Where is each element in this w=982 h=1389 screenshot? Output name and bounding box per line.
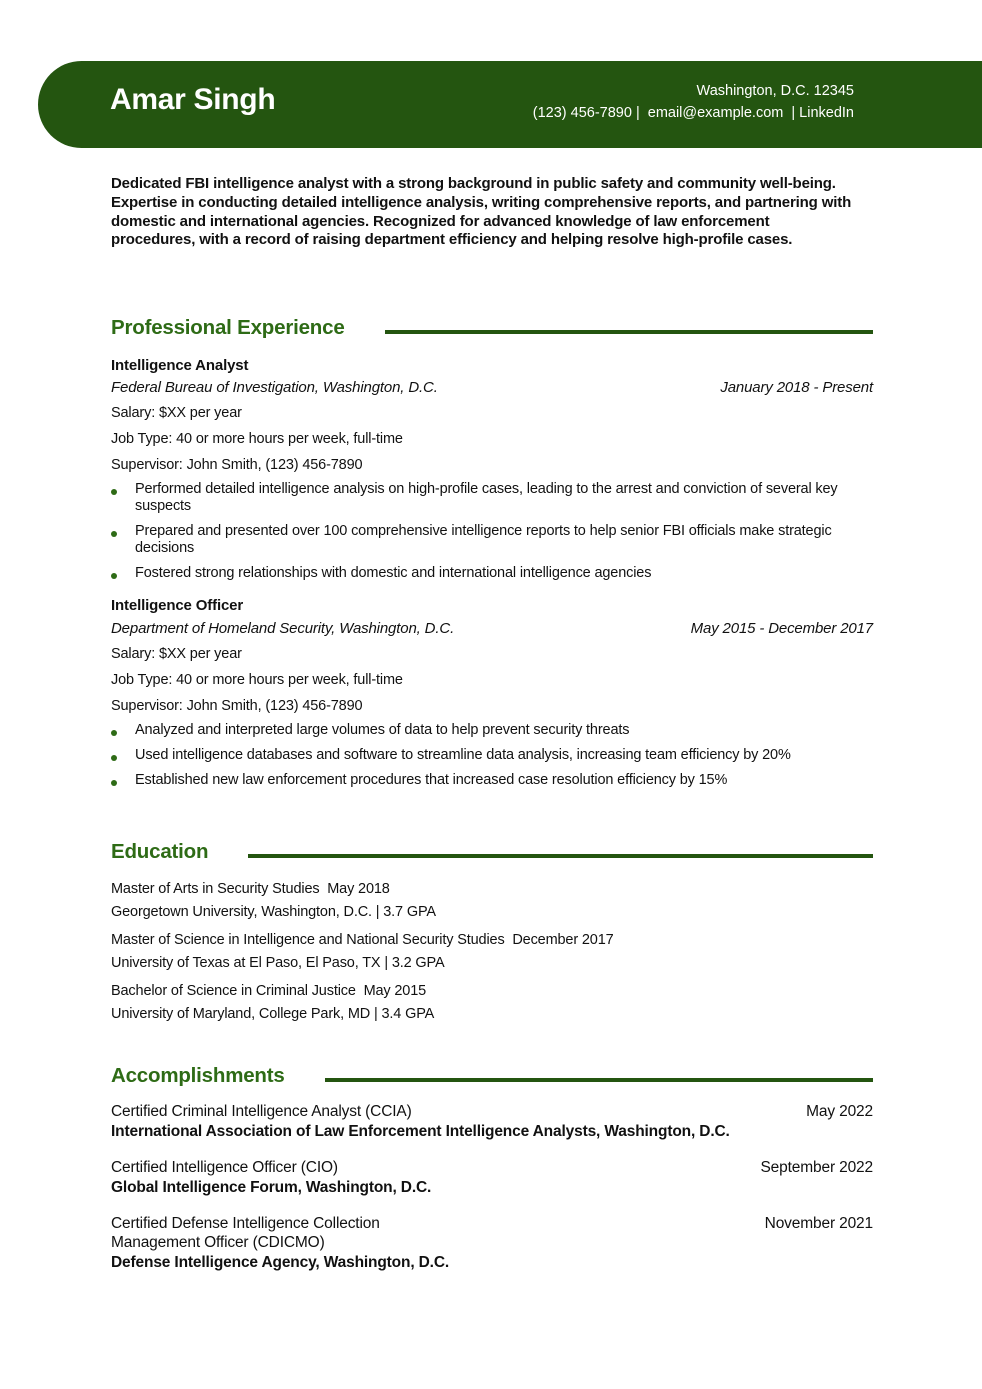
linkedin-link[interactable]: LinkedIn bbox=[799, 105, 854, 121]
degree: Master of Arts in Security Studies bbox=[111, 881, 320, 897]
school: University of Texas at El Paso, El Paso, TX | 3.2 GPA bbox=[111, 955, 445, 971]
experience-section-heading bbox=[111, 316, 873, 340]
accomplishments-list bbox=[111, 1102, 873, 1289]
education-item bbox=[111, 929, 873, 975]
bullet-text: Performed detailed intelligence analysis on high-profile cases, leading to the arrest and conviction of several key suspects bbox=[135, 481, 838, 514]
job-supervisor: Supervisor: John Smith, (123) 456-7890 bbox=[111, 457, 363, 473]
job-organization: Department of Homeland Security, Washington, D.C. bbox=[111, 620, 455, 637]
section-title: Education bbox=[111, 840, 209, 863]
job-type: Job Type: 40 or more hours per week, full-time bbox=[111, 431, 403, 447]
location: Washington, D.C. 12345 bbox=[696, 83, 854, 99]
accomplishment-item bbox=[111, 1214, 873, 1274]
accomplishment-org: Global Intelligence Forum, Washington, D.C. bbox=[111, 1179, 432, 1196]
degree: Master of Science in Intelligence and National Security Studies bbox=[111, 932, 505, 948]
separator: | bbox=[791, 105, 796, 121]
school: University of Maryland, College Park, MD | 3.4 GPA bbox=[111, 1006, 435, 1022]
accomplishment-org: Defense Intelligence Agency, Washington, D.C. bbox=[111, 1254, 450, 1271]
bullet-item bbox=[111, 722, 873, 739]
job-supervisor: Supervisor: John Smith, (123) 456-7890 bbox=[111, 698, 363, 714]
job-dates: May 2015 - December 2017 bbox=[690, 620, 873, 637]
header-banner bbox=[38, 61, 982, 148]
bullet-item bbox=[111, 772, 873, 789]
bullet-icon bbox=[111, 730, 117, 736]
job-dates: January 2018 - Present bbox=[720, 379, 873, 396]
job-salary: Salary: $XX per year bbox=[111, 405, 242, 421]
bullet-icon bbox=[111, 755, 117, 761]
job-entry bbox=[111, 356, 873, 590]
job-organization: Federal Bureau of Investigation, Washington, D.C. bbox=[111, 379, 438, 396]
education-item bbox=[111, 878, 873, 924]
education-list bbox=[111, 878, 873, 1031]
degree-date: May 2018 bbox=[327, 881, 390, 897]
accomplishment-date: November 2021 bbox=[764, 1215, 873, 1232]
bullet-text: Prepared and presented over 100 comprehensive intelligence reports to help senior FBI officials make strategic decisions bbox=[135, 523, 832, 556]
bullet-item bbox=[111, 523, 873, 557]
job-bullets bbox=[111, 481, 873, 582]
degree: Bachelor of Science in Criminal Justice bbox=[111, 983, 356, 999]
accomplishment-title: Certified Intelligence Officer (CIO) bbox=[111, 1159, 338, 1176]
bullet-icon bbox=[111, 780, 117, 786]
separator: | bbox=[635, 105, 640, 121]
bullet-text: Fostered strong relationships with domestic and international intelligence agencies bbox=[135, 565, 652, 581]
job-type: Job Type: 40 or more hours per week, full-time bbox=[111, 672, 403, 688]
phone: (123) 456-7890 bbox=[532, 105, 632, 121]
accomplishment-item bbox=[111, 1102, 873, 1143]
bullet-text: Established new law enforcement procedures that increased case resolution efficiency by 15% bbox=[135, 772, 728, 788]
accomplishment-item bbox=[111, 1158, 873, 1199]
accomplishment-title: Certified Criminal Intelligence Analyst (CCIA) bbox=[111, 1103, 412, 1120]
bullet-item bbox=[111, 565, 873, 582]
degree-date: December 2017 bbox=[512, 932, 614, 948]
accomplishments-section-heading bbox=[111, 1064, 873, 1088]
accomplishment-title: Certified Defense Intelligence Collection Management Officer (CDICMO) bbox=[111, 1215, 380, 1251]
bullet-icon bbox=[111, 531, 117, 537]
education-item bbox=[111, 980, 873, 1026]
job-title: Intelligence Analyst bbox=[111, 357, 249, 374]
bullet-icon bbox=[111, 573, 117, 579]
accomplishment-org: International Association of Law Enforcement Intelligence Analysts, Washington, D.C. bbox=[111, 1123, 730, 1140]
email-link[interactable]: email@example.com bbox=[647, 105, 784, 121]
school: Georgetown University, Washington, D.C. | 3.7 GPA bbox=[111, 904, 436, 920]
job-title: Intelligence Officer bbox=[111, 597, 244, 614]
accomplishment-date: September 2022 bbox=[760, 1159, 873, 1176]
bullet-icon bbox=[111, 489, 117, 495]
bullet-item bbox=[111, 747, 873, 764]
bullet-item bbox=[111, 481, 873, 515]
candidate-name: Amar Singh bbox=[110, 83, 276, 116]
education-section-heading bbox=[111, 840, 873, 864]
section-title: Professional Experience bbox=[111, 316, 345, 339]
bullet-text: Used intelligence databases and software to streamline data analysis, increasing team efficiency by 20% bbox=[135, 747, 791, 763]
job-bullets bbox=[111, 722, 873, 789]
accomplishment-date: May 2022 bbox=[806, 1103, 873, 1120]
section-divider bbox=[325, 1078, 873, 1082]
section-divider bbox=[385, 330, 873, 334]
summary: Dedicated FBI intelligence analyst with a strong background in public safety and community well-being. Expertise in conducting detailed intelligence analysis, writing comprehensive reports, and partnering with domestic and international agencies. Recognized for advanced knowledge of law enforcement procedures, with a record of raising department efficiency and helping resolve high-profile cases. bbox=[111, 175, 852, 249]
section-title: Accomplishments bbox=[111, 1064, 285, 1087]
degree-date: May 2015 bbox=[363, 983, 427, 999]
job-salary: Salary: $XX per year bbox=[111, 646, 242, 662]
contact-info bbox=[533, 80, 854, 124]
bullet-text: Analyzed and interpreted large volumes of data to help prevent security threats bbox=[135, 722, 630, 738]
job-entry bbox=[111, 596, 873, 797]
section-divider bbox=[248, 854, 873, 858]
